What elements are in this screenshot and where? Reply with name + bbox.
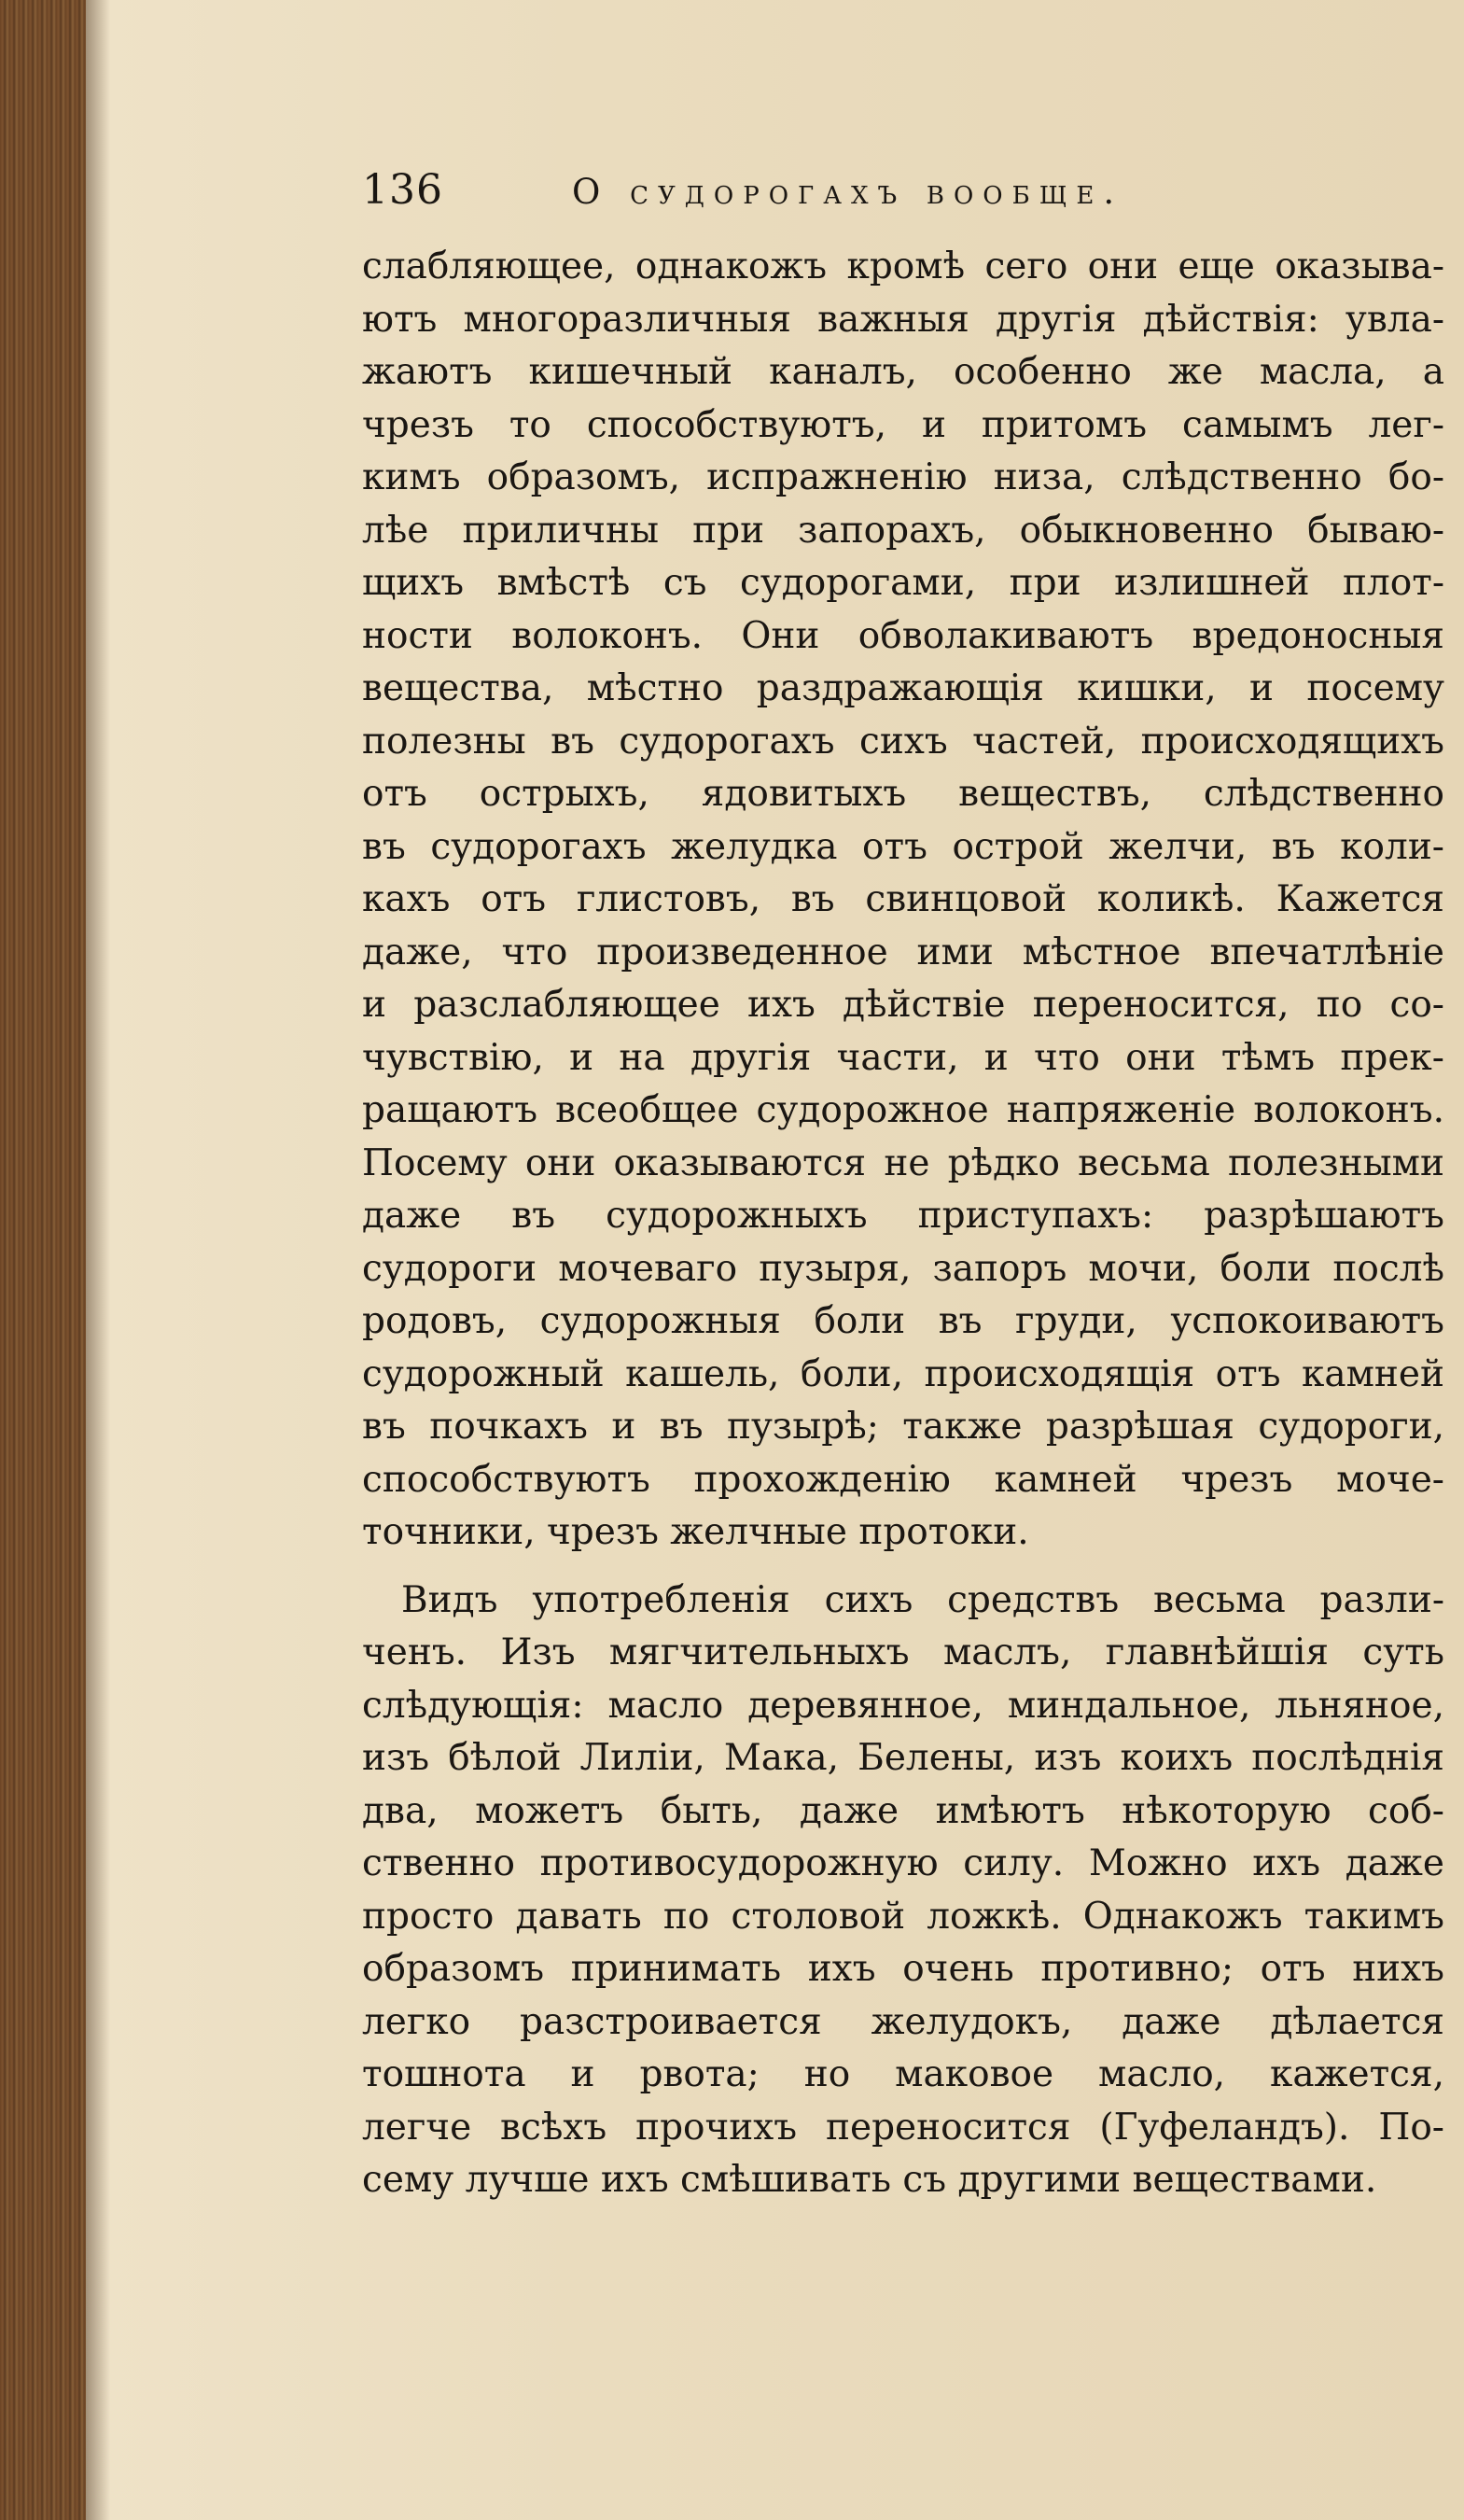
text-line: жаютъ кишечный каналъ, особенно же масла, а (362, 351, 1444, 393)
paragraph (362, 241, 1444, 1560)
text-line: ютъ многоразличныя важныя другія дѣйствія: увла- (362, 298, 1444, 341)
text-line: ности волоконъ. Они обволакиваютъ вредоносныя (362, 614, 1444, 657)
text-line: слабляющее, однакожъ кромѣ сего они еще оказыва- (362, 245, 1444, 287)
text-line: Посему они оказываются не рѣдко весьма полезными (362, 1141, 1444, 1184)
text-line: родовъ, судорожныя боли въ груди, успокоиваютъ (362, 1300, 1444, 1342)
text-line: образомъ принимать ихъ очень противно; отъ нихъ (362, 1948, 1444, 1990)
paragraph (362, 1575, 1444, 2207)
text-line: судороги мочеваго пузыря, запоръ мочи, боли послѣ (362, 1247, 1444, 1290)
body-text (362, 241, 1444, 2207)
text-line: въ судорогахъ желудка отъ острой желчи, въ коли- (362, 825, 1444, 868)
text-line: отъ острыхъ, ядовитыхъ веществъ, слѣдственно (362, 773, 1444, 815)
text-line: изъ бѣлой Лиліи, Мака, Белены, изъ коихъ послѣднія (362, 1737, 1444, 1779)
text-line: ченъ. Изъ мягчительныхъ маслъ, главнѣйшія суть (362, 1631, 1444, 1673)
text-line: ственно противосудорожную силу. Можно ихъ даже (362, 1842, 1444, 1884)
text-line: лѣе приличны при запорахъ, обыкновенно бываю- (362, 509, 1444, 552)
text-line: просто давать по столовой ложкѣ. Однакожъ такимъ (362, 1895, 1444, 1938)
text-line: Видъ употребленія сихъ средствъ весьма разли- (401, 1578, 1444, 1621)
text-line: сему лучше ихъ смѣшивать съ другими веществами. (362, 2159, 1377, 2201)
text-line: два, можетъ быть, даже имѣютъ нѣкоторую соб- (362, 1789, 1444, 1832)
text-line: ращаютъ всеобщее судорожное напряженіе волоконъ. (362, 1089, 1444, 1131)
text-line: чувствію, и на другія части, и что они тѣмъ прек- (362, 1036, 1444, 1079)
text-line: кимъ образомъ, испражненію низа, слѣдственно бо- (362, 456, 1444, 498)
text-line: вещества, мѣстно раздражающія кишки, и посему (362, 667, 1444, 709)
text-line: судорожный кашель, боли, происходящія отъ камней (362, 1352, 1444, 1395)
text-line: даже въ судорожныхъ приступахъ: разрѣшаютъ (362, 1195, 1444, 1237)
text-line: легче всѣхъ прочихъ переносится (Гуфеландъ). По- (362, 2106, 1444, 2149)
text-line: чрезъ то способствуютъ, и притомъ самымъ лег- (362, 403, 1444, 446)
text-line: кахъ отъ глистовъ, въ свинцовой коликѣ. Кажется (362, 878, 1444, 920)
text-line: легко разстроивается желудокъ, даже дѣлается (362, 2000, 1444, 2043)
running-title: О судорогахъ вообще. (572, 172, 1124, 212)
text-line: тошнота и рвота; но маковое масло, кажется, (362, 2053, 1444, 2095)
text-line: полезны въ судорогахъ сихъ частей, происходящихъ (362, 720, 1444, 763)
text-line: способствуютъ прохожденію камней чрезъ моче- (362, 1458, 1444, 1501)
page-header (362, 166, 1444, 231)
text-line: въ почкахъ и въ пузырѣ; также разрѣшая судороги, (362, 1406, 1444, 1448)
text-line: слѣдующія: масло деревянное, миндальное, льняное, (362, 1684, 1444, 1727)
text-line: и разслабляющее ихъ дѣйствіе переносится, по со- (362, 984, 1444, 1026)
book-fore-edge (0, 0, 86, 2520)
text-line: щихъ вмѣстѣ съ судорогами, при излишней плот- (362, 562, 1444, 604)
text-line: точники, чрезъ желчные протоки. (362, 1511, 1029, 1553)
paragraph-gap (362, 1560, 1444, 1575)
page-number: 136 (362, 166, 443, 214)
text-line: даже, что произведенное ими мѣстное впечатлѣніе (362, 931, 1444, 973)
